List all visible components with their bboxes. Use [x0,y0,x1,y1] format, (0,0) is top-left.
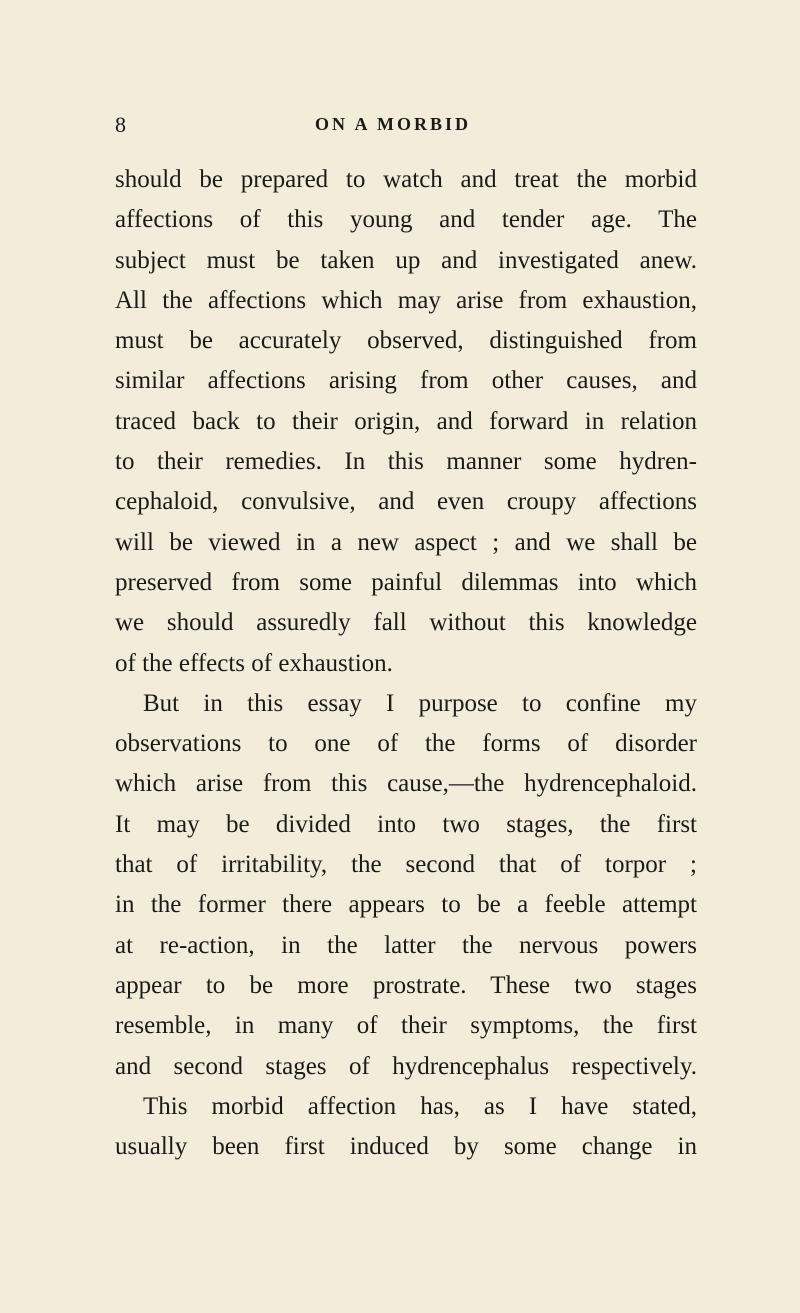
page-number: 8 [115,112,127,137]
text-line: will be viewed in a new aspect ; and we shall be [115,528,697,556]
text-line: cephaloid, convulsive, and even croupy affections [115,488,697,516]
paragraph-start-line: This morbid affection has, as I have stated, [143,1092,697,1120]
text-line: usually been first induced by some change in [115,1133,697,1161]
paragraph-end-line: of the effects of exhaustion. [115,649,393,677]
text-line: preserved from some painful dilemmas into which [115,568,697,596]
text-line: observations to one of the forms of disorder [115,730,697,758]
text-line: affections of this young and tender age. The [115,206,697,234]
text-line: should be prepared to watch and treat the morbid [115,166,697,193]
text-line: and second stages of hydrencephalus respectively. [115,1052,697,1080]
body-text [115,160,697,1167]
text-line: to their remedies. In this manner some hydren- [115,448,697,476]
text-line: similar affections arising from other causes, and [115,367,697,395]
paragraph-start-line: But in this essay I purpose to confine my [143,689,697,717]
running-title: ON A MORBID [315,114,472,134]
text-line: which arise from this cause,—the hydrencephaloid. [115,770,697,798]
text-line: All the affections which may arise from exhaustion, [115,286,697,314]
text-line: in the former there appears to be a feeble attempt [115,891,697,919]
running-head [115,112,695,142]
text-line: resemble, in many of their symptoms, the first [115,1012,697,1040]
text-line: traced back to their origin, and forward in relation [115,407,697,435]
text-line: must be accurately observed, distinguished from [115,327,697,355]
text-line: we should assuredly fall without this knowledge [115,609,697,637]
text-line: It may be divided into two stages, the first [115,810,697,838]
text-line: that of irritability, the second that of torpor ; [115,851,697,879]
text-line: subject must be taken up and investigated anew. [115,246,697,274]
text-line: appear to be more prostrate. These two stages [115,971,697,999]
text-line: at re-action, in the latter the nervous powers [115,931,697,959]
